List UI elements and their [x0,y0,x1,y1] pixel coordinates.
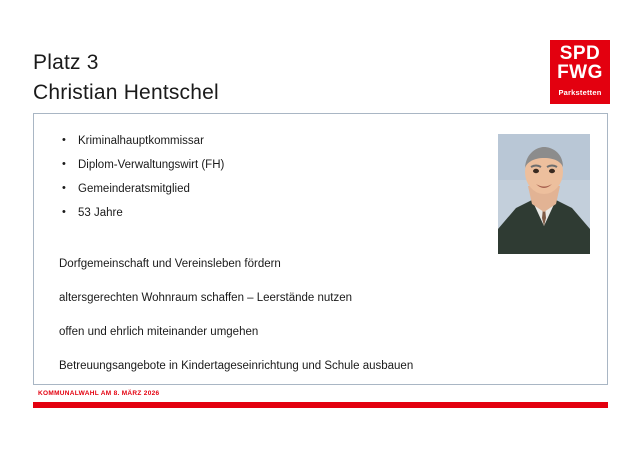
candidate-photo [498,134,590,254]
page-title-line-1: Platz 3 [33,51,99,74]
list-item: • Diplom-Verwaltungswirt (FH) [56,159,456,172]
party-logo [550,40,610,104]
slide-header [16,31,624,113]
footer-caption: KOMMUNALWAHL AM 8. MÄRZ 2026 [38,390,160,397]
page-title-line-2: Christian Hentschel [33,81,219,104]
list-item: • Gemeinderatsmitglied [56,183,456,196]
statement-item: altersgerechten Wohnraum schaffen – Leerstände nutzen [59,292,353,304]
content-box [33,113,608,385]
bullet-list [56,135,456,231]
portrait-illustration [498,134,590,254]
footer-bar [33,402,608,408]
logo-line-spd: SPD [559,43,601,64]
statement-item: Betreuungsangebote in Kindertageseinrichtung und Schule ausbauen [59,360,414,372]
logo-line-fwg: FWG [557,62,603,83]
statement-list [59,258,579,394]
slide [16,31,624,419]
statement-item: offen und ehrlich miteinander umgehen [59,326,259,338]
list-item: • Kriminalhauptkommissar [56,135,456,148]
list-item: • 53 Jahre [56,207,456,220]
logo-line-parkstetten: Parkstetten [558,88,602,97]
statement-item: Dorfgemeinschaft und Vereinsleben fördern [59,258,281,270]
